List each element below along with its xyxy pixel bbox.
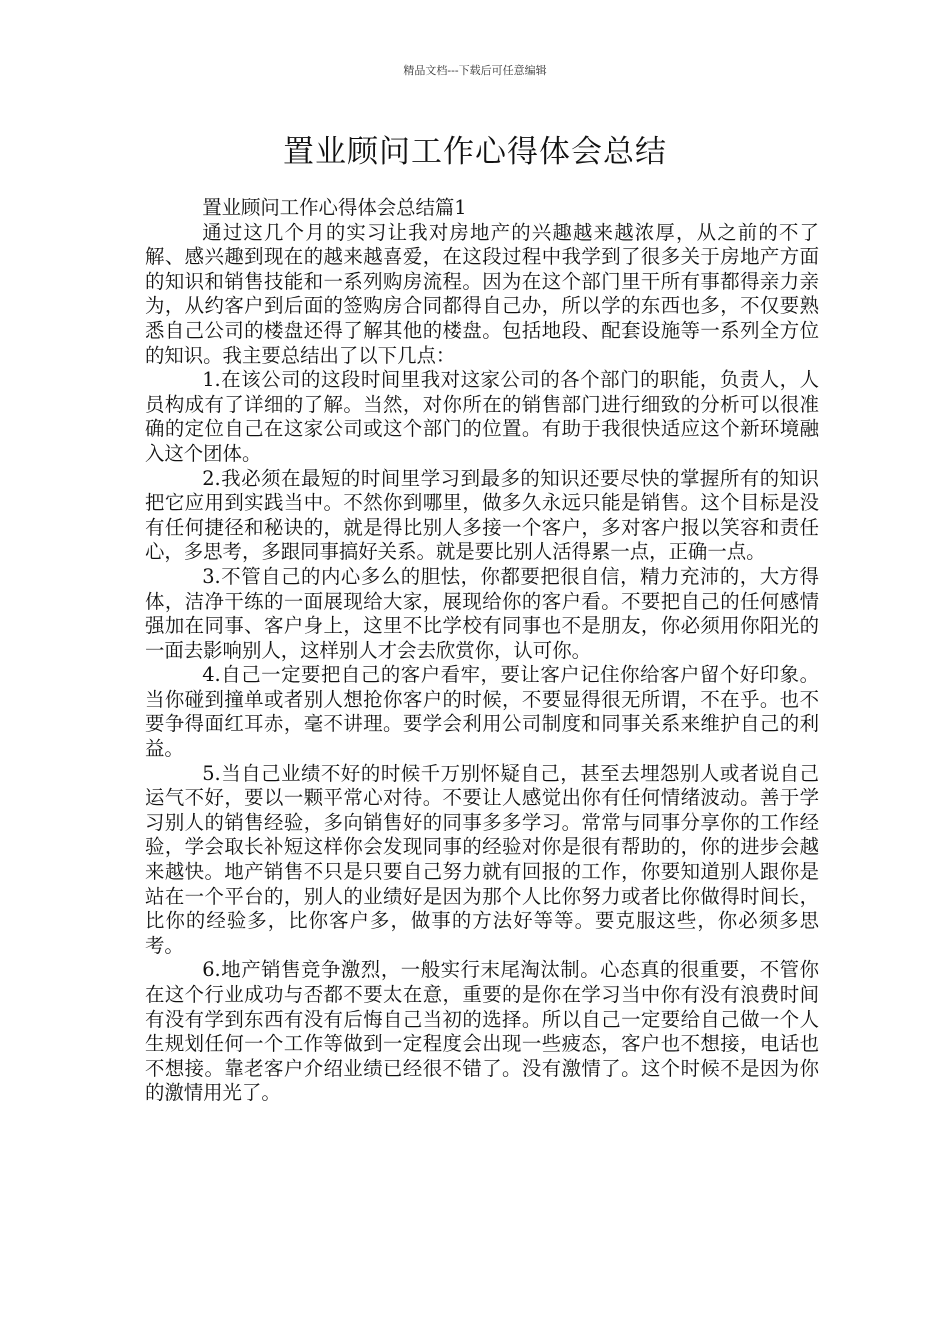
point-1-paragraph: 1.在该公司的这段时间里我对这家公司的各个部门的职能，负责人，人员构成有了详细的了解。当然，对你所在的销售部门进行细致的分析可以很准确的定位自己在这家公司或这个部门的位置。有助于我很快适应这个新环境融入这个团体。 [145,368,819,465]
point-5-paragraph: 5.当自己业绩不好的时候千万别怀疑自己，甚至去埋怨别人或者说自己运气不好，要以一颗平常心对待。不要让人感觉出你有任何情绪波动。善于学习别人的销售经验，多向销售好的同事多多学习。常常与同事分享你的工作经验，学会取长补短这样你会发现同事的经验对你是很有帮助的，你的进步会越来越快。地产销售不只是只要自己努力就有回报的工作，你要知道别人跟你是站在一个平台的，别人的业绩好是因为那个人比你努力或者比你做得时间长，比你的经验多，比你客户多，做事的方法好等等。要克服这些，你必须多思考。 [145,761,819,957]
section-heading: 置业顾问工作心得体会总结篇1 [202,196,467,219]
point-6-paragraph: 6.地产销售竞争激烈，一般实行末尾淘汰制。心态真的很重要，不管你在这个行业成功与否都不要太在意，重要的是你在学习当中你有没有浪费时间有没有学到东西有没有后悔自己当初的选择。所以自己一定要给自己做一个人生规划任何一个工作等做到一定程度会出现一些疲态，客户也不想接，电话也不想接。靠老客户介绍业绩已经很不错了。没有激情了。这个时候不是因为你的激情用光了。 [145,958,819,1105]
document-title: 置业顾问工作心得体会总结 [283,134,667,170]
point-2-paragraph: 2.我必须在最短的时间里学习到最多的知识还要尽快的掌握所有的知识把它应用到实践当中。不然你到哪里，做多久永远只能是销售。这个目标是没有任何捷径和秘诀的，就是得比别人多接一个客户，多对客户报以笑容和责任心，多思考，多跟同事搞好关系。就是要比别人活得累一点，正确一点。 [145,466,819,564]
document-body [145,196,819,1106]
intro-paragraph: 通过这几个月的实习让我对房地产的兴趣越来越浓厚，从之前的不了解、感兴趣到现在的越来越喜爱，在这段过程中我学到了很多关于房地产方面的知识和销售技能和一系列购房流程。因为在这个部门里干所有事都得亲力亲为，从约客户到后面的签购房合同都得自己办，所以学的东西也多，不仅要熟悉自己公司的楼盘还得了解其他的楼盘。包括地段、配套设施等一系列全方位的知识。我主要总结出了以下几点： [145,220,819,367]
page-header-note: 精品文档---下载后可任意编辑 [403,64,547,77]
point-3-paragraph: 3.不管自己的内心多么的胆怯，你都要把很自信，精力充沛的，大方得体，洁净干练的一面展现给大家，展现给你的客户看。不要把自己的任何感情强加在同事、客户身上，这里不比学校有同事也不是朋友，你必须用你阳光的一面去影响别人，这样别人才会去欣赏你，认可你。 [145,564,819,662]
point-4-paragraph: 4.自己一定要把自己的客户看牢，要让客户记住你给客户留个好印象。当你碰到撞单或者别人想抢你客户的时候，不要显得很无所谓，不在乎。也不要争得面红耳赤，毫不讲理。要学会利用公司制度和同事关系来维护自己的利益。 [145,663,819,761]
